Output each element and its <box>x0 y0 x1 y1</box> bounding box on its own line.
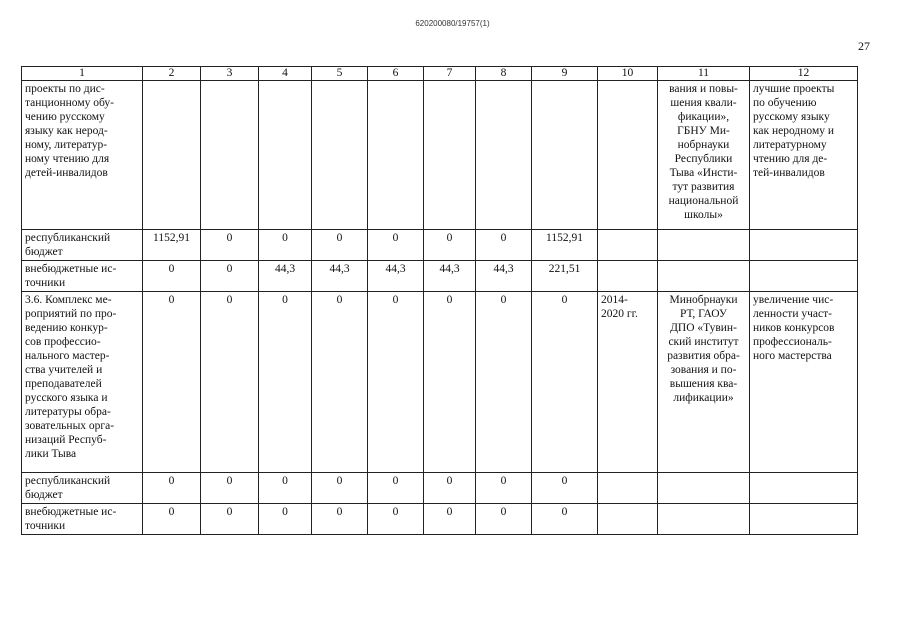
row-label-cell: республиканский бюджет <box>22 230 143 261</box>
table-cell: 0 <box>368 473 424 504</box>
result-cell <box>750 261 858 292</box>
table-cell: 0 <box>143 261 201 292</box>
header-cell: 7 <box>424 67 476 81</box>
table-cell <box>476 81 532 230</box>
table-cell <box>598 81 658 230</box>
program-table <box>21 66 858 535</box>
table-cell: 0 <box>476 230 532 261</box>
table-row <box>22 473 858 504</box>
table-cell: 0 <box>424 473 476 504</box>
row-label-cell: республиканский бюджет <box>22 473 143 504</box>
header-cell: 6 <box>368 67 424 81</box>
page-number: 27 <box>858 39 870 53</box>
table-cell: 0 <box>201 473 259 504</box>
table-cell: 0 <box>368 292 424 473</box>
table-cell: 0 <box>143 504 201 535</box>
table-cell: 0 <box>259 230 312 261</box>
table-cell: 0 <box>476 292 532 473</box>
header-cell: 12 <box>750 67 858 81</box>
table-cell: 44,3 <box>368 261 424 292</box>
result-cell: лучшие проекты по обучению русскому языку как неродному и литературному чтению для де- тей-инвалидов <box>750 81 858 230</box>
header-cell: 2 <box>143 67 201 81</box>
result-cell <box>750 504 858 535</box>
table-cell: 44,3 <box>476 261 532 292</box>
table-cell: 44,3 <box>259 261 312 292</box>
table-cell: 44,3 <box>312 261 368 292</box>
table-cell: 44,3 <box>424 261 476 292</box>
table-header-row <box>22 67 858 81</box>
table-cell <box>598 230 658 261</box>
table-cell: 0 <box>312 504 368 535</box>
table-cell: 0 <box>259 504 312 535</box>
table-cell: 0 <box>424 504 476 535</box>
header-cell: 8 <box>476 67 532 81</box>
table-cell <box>201 81 259 230</box>
table-row <box>22 81 858 230</box>
table-row <box>22 261 858 292</box>
period-cell: 2014- 2020 гг. <box>598 292 658 473</box>
table-cell: 0 <box>424 230 476 261</box>
header-cell: 5 <box>312 67 368 81</box>
table-cell: 0 <box>312 292 368 473</box>
row-label-cell: проекты по дис- танционному обу- чению русскому языку как нерод- ному, литератур- ному чтению для детей-инвалидов <box>22 81 143 230</box>
table-cell: 0 <box>476 473 532 504</box>
table-cell <box>532 81 598 230</box>
header-cell: 3 <box>201 67 259 81</box>
table-cell: 0 <box>201 504 259 535</box>
row-label-cell: внебюджетные ис- точники <box>22 504 143 535</box>
table-cell: 0 <box>201 292 259 473</box>
table-cell: 0 <box>143 473 201 504</box>
table-cell: 0 <box>312 230 368 261</box>
table-cell: 0 <box>368 230 424 261</box>
header-cell: 4 <box>259 67 312 81</box>
table-cell: 0 <box>476 504 532 535</box>
table-row <box>22 230 858 261</box>
table-cell: 0 <box>532 473 598 504</box>
executor-cell: Минобрнауки РТ, ГАОУ ДПО «Тувин- ский институт развития обра- зования и по- вышения ква- лификации» <box>658 292 750 473</box>
table-cell: 0 <box>424 292 476 473</box>
header-cell: 1 <box>22 67 143 81</box>
table-cell: 0 <box>532 292 598 473</box>
executor-cell <box>658 473 750 504</box>
table-cell: 1152,91 <box>532 230 598 261</box>
table-cell <box>598 473 658 504</box>
table-cell <box>312 81 368 230</box>
table-cell: 0 <box>143 292 201 473</box>
executor-cell <box>658 261 750 292</box>
table-cell <box>368 81 424 230</box>
document-id: 620200080/19757(1) <box>415 19 490 28</box>
row-label-cell: 3.6. Комплекс ме- роприятий по про- ведению конкур- сов профессио- нального мастер- ства учителей и преподавателей русского языка и литературы обра- зовательных орга- низаций Респуб- лики Тыва <box>22 292 143 473</box>
table-cell: 221,51 <box>532 261 598 292</box>
table-cell: 0 <box>259 292 312 473</box>
table-cell: 0 <box>201 261 259 292</box>
table-cell: 0 <box>312 473 368 504</box>
row-label-cell: внебюджетные ис- точники <box>22 261 143 292</box>
table-row <box>22 504 858 535</box>
table-row <box>22 292 858 473</box>
table-cell <box>143 81 201 230</box>
table-cell: 0 <box>259 473 312 504</box>
table-cell <box>424 81 476 230</box>
executor-cell: вания и повы- шения квали- фикации», ГБНУ Ми- нобрнауки Республики Тыва «Инсти- тут развития национальной школы» <box>658 81 750 230</box>
table-cell <box>259 81 312 230</box>
header-cell: 10 <box>598 67 658 81</box>
table-cell <box>598 261 658 292</box>
table-cell: 1152,91 <box>143 230 201 261</box>
table-cell: 0 <box>368 504 424 535</box>
table-cell <box>598 504 658 535</box>
executor-cell <box>658 504 750 535</box>
result-cell <box>750 473 858 504</box>
result-cell <box>750 230 858 261</box>
table-cell: 0 <box>532 504 598 535</box>
executor-cell <box>658 230 750 261</box>
table-cell: 0 <box>201 230 259 261</box>
header-cell: 11 <box>658 67 750 81</box>
result-cell: увеличение чис- ленности участ- ников конкурсов профессиональ- ного мастерства <box>750 292 858 473</box>
header-cell: 9 <box>532 67 598 81</box>
